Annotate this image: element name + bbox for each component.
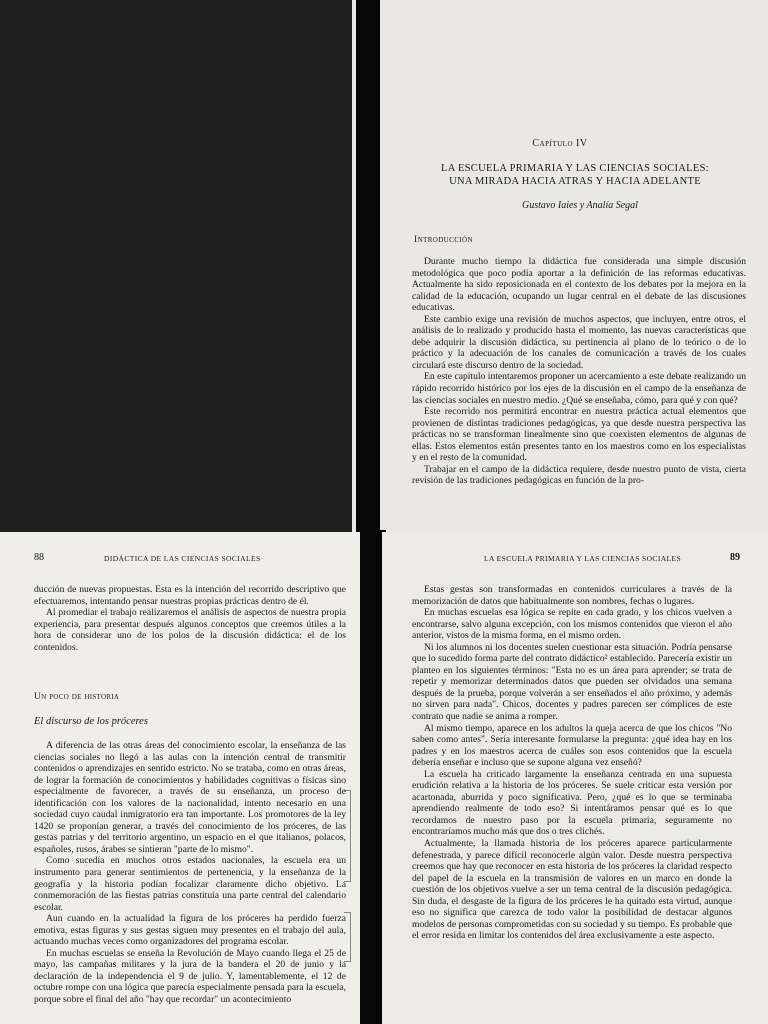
chapter-authors: Gustavo Iaies y Analía Segal [522, 200, 638, 211]
book-spine-shadow [356, 0, 380, 540]
pen-bracket-mark [344, 790, 351, 882]
paragraph: La escuela ha criticado largamente la enseñanza centrada en una supuesta erudición relativa a la historia de los próceres. Se suele criticar esta versión por acartonada, aburrida y poco significativa. Pero, ¿qué es lo que se terminaba aprendiendo realmente de todo eso? Si intentáramos pensar qué es lo que recordamos de nuestro paso por la escuela primaria, seguramente no encontraríamos mucho más que dos o tres clichés. [412, 768, 732, 838]
paragraph: Este recorrido nos permitirá encontrar en nuestra práctica actual elementos que provienen de distintas tradiciones pedagógicas, ya que desde nuestra perspectiva las prácticas no se transforman linealmente sino que coexisten elementos de algunas de ellas. Estos elementos están presentes tanto en los maestros como en los especialistas y en el resto de la comunidad. [412, 406, 746, 464]
section-heading-introduccion: Introducción [414, 235, 473, 245]
running-head: DIDÁCTICA DE LAS CIENCIAS SOCIALES [104, 554, 261, 563]
paragraph: Este cambio exige una revisión de muchos aspectos, que incluyen, entre otros, el análisis de lo realizado y producido hasta el momento, las nuevas características que debe adquirir la discusión didáctica, su pertinencia al plano de lo teórico o de lo práctico y la adecuación de los canales de comunicación a través de los cuales circulará este discurso dentro de la sociedad. [412, 313, 746, 371]
page-89-text [412, 584, 732, 942]
chapter-label: Capítulo IV [532, 138, 588, 149]
continued-text [34, 584, 346, 653]
paragraph: Aun cuando en la actualidad la figura de los próceres ha perdido fuerza emotiva, estas figuras y sus gestas siguen muy presentes en el trabajo del aula, actuando muchas veces como organizadores del programa escolar. [34, 913, 346, 948]
intro-text [412, 256, 746, 487]
paragraph: A diferencia de las otras áreas del conocimiento escolar, la enseñanza de las ciencias sociales no llegó a las aulas con la intención central de transmitir contenidos o aprendizajes en sentido estricto. No se trataba, como en otras áreas, de lograr la formación de conocimientos y habilidades cognitivas o físicas sino especialmente de favorecer, a través de su enseñanza, un proceso de identificación con los valores de la nacionalidad, intento necesario en una sociedad cuyo caudal inmigratorio era tan importante. Los promotores de la ley 1420 se proponían generar, a través del conocimiento de los próceres, de las gestas patrias y del territorio argentino, un espacio en el que italianos, polacos, españoles, rusos, árabes se sintieran "parte de lo mismo". [34, 740, 346, 855]
paragraph: Como sucedía en muchos otros estados nacionales, la escuela era un instrumento para generar sentimientos de pertenencia, y la enseñanza de la geografía y la historia podían focalizar claramente dicho objetivo. La conmemoración de las fiestas patrias constituía una parte central del calendario escolar. [34, 855, 346, 913]
running-head: LA ESCUELA PRIMARIA Y LAS CIENCIAS SOCIALES [484, 554, 682, 563]
paragraph: En muchas escuelas esa lógica se repite en cada grado, y los chicos vuelven a encontrarse, salvo alguna excepción, con los mismos contenidos que vieron el año anterior, vistos de la misma forma, en el mismo orden. [412, 607, 732, 642]
chapter-title-line: UNA MIRADA HACIA ATRAS Y HACIA ADELANTE [449, 176, 701, 187]
paragraph: ducción de nuevas propuestas. Esta es la intención del recorrido descriptivo que efectuaremos, intentando pensar nuestras propias prácticas dentro de él. [34, 584, 346, 607]
paragraph: Trabajar en el campo de la didáctica requiere, desde nuestro punto de vista, cierta revisión de las tradiciones pedagógicas en función de la pro- [412, 463, 746, 487]
chapter-title-line: LA ESCUELA PRIMARIA Y LAS CIENCIAS SOCIALES: [441, 163, 709, 174]
pen-bracket-mark [344, 912, 351, 962]
chapter-opening-page [352, 0, 768, 540]
page-88 [0, 532, 368, 1024]
page-number: 89 [730, 552, 740, 563]
page-number: 88 [34, 552, 44, 563]
subsection-heading-proceres: El discurso de los próceres [34, 716, 148, 727]
page-89 [382, 532, 768, 1024]
paragraph: Ni los alumnos ni los docentes suelen cuestionar esta situación. Podría pensarse que lo sucedido forma parte del contrato didáctico² establecido. Parecería existir un planteo en los siguientes términos: "Esta no es un área para aprender; se trata de repetir y memorizar determinados datos que pueden ser olvidados una semana después de la prueba, porque volverán a ser enseñados el año próximo, y además no sirven para nada". Chicos, docentes y padres parecen ser cómplices de este contrato que nadie se anima a romper. [412, 641, 732, 723]
paragraph: Estas gestas son transformadas en contenidos curriculares a través de la memorización de datos que habitualmente son nombres, fechas o lugares. [412, 584, 732, 607]
paragraph: Actualmente, la llamada historia de los próceres aparece particularmente defenestrada, y parece difícil reconocerle algún valor. Desde nuestra perspectiva creemos que hay que reconocer en esta historia de los próceres la claridad respecto del papel de la escuela en la transmisión de valores en un marco en donde la cuestión de los objetivos vuelve a ser un tema central de la discusión pedagógica. Sin duda, el desgaste de la figura de los próceres le ha quitado esta virtud, aunque eso no significa que carezca de todo valor la posibilidad de destacar algunos modelos de personas comprometidas con su sociedad y su tiempo. Es probable que el error resida en limitar los contenidos del área exclusivamente a este aspecto. [412, 838, 732, 942]
paragraph: Al promediar el trabajo realizaremos el análisis de aspectos de nuestra propia experiencia, para presentar después algunos conceptos que creemos útiles a la hora de considerar uno de los polos de la discusión didáctica: el de los contenidos. [34, 607, 346, 653]
proceres-text [34, 740, 346, 1006]
paragraph: En este capítulo intentaremos proponer un acercamiento a este debate realizando un rápido recorrido histórico por los ejes de la discusión en el campo de la enseñanza de las ciencias sociales en nuestro medio. ¿Qué se enseñaba, cómo, para qué y con qué? [412, 371, 746, 406]
paragraph: Al mismo tiempo, aparece en los adultos la queja acerca de que los chicos "No saben como antes". Sería interesante formularse la pregunta: ¿qué idea hay en los padres y en los maestros acerca de cuáles son esos contenidos que la escuela debería enseñar e incluso que se supone alguna vez enseñó? [412, 722, 732, 769]
chapter-title [382, 162, 768, 188]
paragraph: En muchas escuelas se enseña la Revolución de Mayo cuando llega el 25 de mayo, las campañas militares y la jura de la bandera el 20 de junio y la declaración de la independencia el 9 de julio. Y, lamentablemente, el 12 de octubre rompe con una lógica que parecía especialmente pensada para la escuela, porque sobre el final del año "hay que recordar" un acontecimiento [34, 947, 346, 1006]
section-heading-historia: Un poco de historia [34, 692, 120, 702]
paragraph: Durante mucho tiempo la didáctica fue considerada una simple discusión metodológica que poco podía aportar a la definición de las reformas educativas. Actualmente ha sido reposicionada en el contexto de los debates por la mejora en la calidad de la educación, ocupando un lugar central en el debate de las discusiones educativas. [412, 256, 746, 314]
